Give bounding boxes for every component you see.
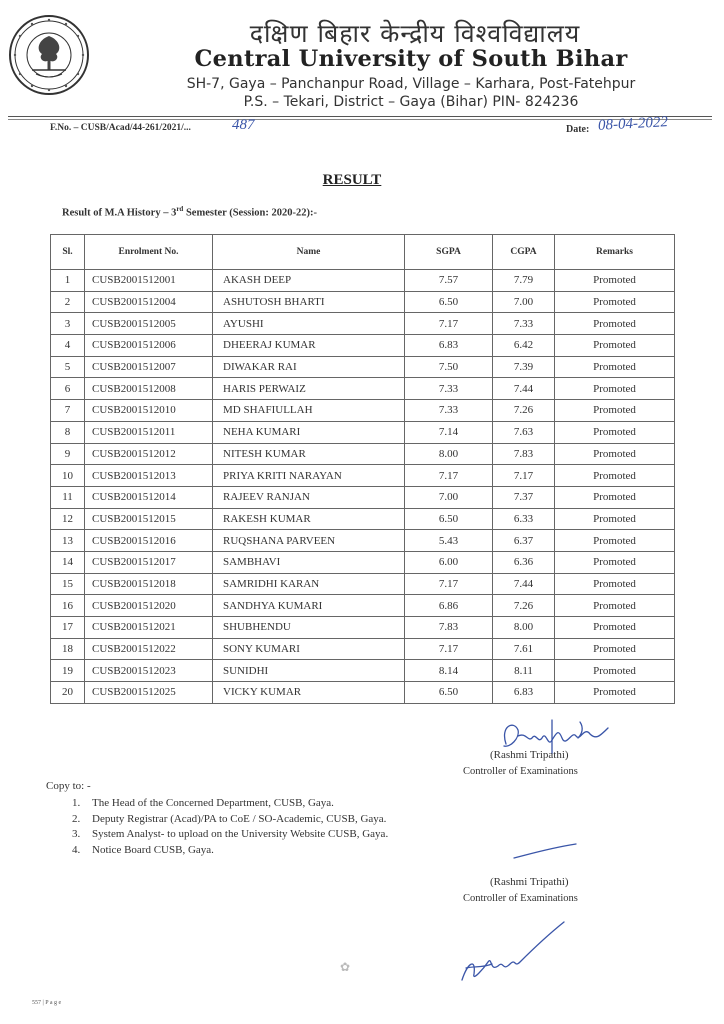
table-row (51, 486, 675, 508)
cell-name: SAMRIDHI KARAN (213, 573, 405, 595)
cell-enrolment: CUSB2001512015 (85, 508, 213, 530)
cell-enrolment: CUSB2001512011 (85, 421, 213, 443)
cell-enrolment: CUSB2001512022 (85, 638, 213, 660)
cell-remarks: Promoted (555, 573, 675, 595)
cell-sgpa: 6.50 (405, 291, 493, 313)
cell-remarks: Promoted (555, 421, 675, 443)
cell-sl: 18 (51, 638, 85, 660)
cell-remarks: Promoted (555, 443, 675, 465)
cell-remarks: Promoted (555, 465, 675, 487)
cell-remarks: Promoted (555, 551, 675, 573)
table-row (51, 660, 675, 682)
cell-sl: 15 (51, 573, 85, 595)
cell-enrolment: CUSB2001512007 (85, 356, 213, 378)
list-item (72, 827, 388, 843)
cell-sgpa: 7.33 (405, 400, 493, 422)
cell-sgpa: 7.17 (405, 313, 493, 335)
cell-name: SANDHYA KUMARI (213, 595, 405, 617)
address-line-1: SH-7, Gaya – Panchanpur Road, Village – Karhara, Post-Fatehpur (186, 76, 636, 92)
university-name: Central University of South Bihar (194, 46, 628, 72)
cell-sgpa: 6.50 (405, 508, 493, 530)
list-item (72, 796, 388, 812)
cell-sgpa: 7.17 (405, 573, 493, 595)
cell-sgpa: 6.50 (405, 682, 493, 704)
cell-cgpa: 7.00 (493, 291, 555, 313)
cell-sgpa: 7.17 (405, 638, 493, 660)
date-label: Date: (566, 124, 590, 135)
signatory-name: (Rashmi Tripathi) (490, 749, 569, 761)
table-row (51, 465, 675, 487)
cell-sl: 20 (51, 682, 85, 704)
table-row (51, 270, 675, 292)
cell-cgpa: 7.79 (493, 270, 555, 292)
column-header-sgpa: SGPA (405, 235, 493, 270)
cell-enrolment: CUSB2001512016 (85, 530, 213, 552)
column-header-enrolment: Enrolment No. (85, 235, 213, 270)
cell-cgpa: 6.36 (493, 551, 555, 573)
signature-stroke (510, 840, 580, 862)
cell-sl: 2 (51, 291, 85, 313)
cell-enrolment: CUSB2001512008 (85, 378, 213, 400)
cell-remarks: Promoted (555, 270, 675, 292)
university-name-hindi: दक्षिण बिहार केन्द्रीय विश्वविद्यालय (249, 19, 581, 48)
cell-remarks: Promoted (555, 313, 675, 335)
table-row (51, 356, 675, 378)
table-row (51, 617, 675, 639)
cell-enrolment: CUSB2001512020 (85, 595, 213, 617)
table-row (51, 421, 675, 443)
cell-sl: 1 (51, 270, 85, 292)
cell-sl: 12 (51, 508, 85, 530)
cell-remarks: Promoted (555, 378, 675, 400)
initials-scribble (458, 918, 568, 986)
cell-name: VICKY KUMAR (213, 682, 405, 704)
cell-cgpa: 7.39 (493, 356, 555, 378)
cell-remarks: Promoted (555, 356, 675, 378)
cell-enrolment: CUSB2001512021 (85, 617, 213, 639)
cell-remarks: Promoted (555, 595, 675, 617)
cell-enrolment: CUSB2001512025 (85, 682, 213, 704)
column-header-sl: Sl. (51, 235, 85, 270)
cell-sgpa: 6.00 (405, 551, 493, 573)
cell-enrolment: CUSB2001512006 (85, 335, 213, 357)
cell-name: MD SHAFIULLAH (213, 400, 405, 422)
cell-sl: 10 (51, 465, 85, 487)
cell-sgpa: 8.14 (405, 660, 493, 682)
cell-cgpa: 7.17 (493, 465, 555, 487)
cell-cgpa: 8.00 (493, 617, 555, 639)
list-item-text: System Analyst- to upload on the University Website CUSB, Gaya. (92, 828, 389, 840)
cell-cgpa: 6.33 (493, 508, 555, 530)
cell-sgpa: 7.57 (405, 270, 493, 292)
cell-name: SHUBHENDU (213, 617, 405, 639)
caption-suffix: Semester (Session: 2020-22):- (183, 207, 317, 219)
cell-name: PRIYA KRITI NARAYAN (213, 465, 405, 487)
cell-sl: 11 (51, 486, 85, 508)
caption-prefix: Result of M.A History – 3 (62, 207, 177, 219)
cell-cgpa: 7.63 (493, 421, 555, 443)
cell-sl: 13 (51, 530, 85, 552)
cell-sgpa: 8.00 (405, 443, 493, 465)
list-item-text: Deputy Registrar (Acad)/PA to CoE / SO-Academic, CUSB, Gaya. (92, 812, 387, 825)
cell-sl: 17 (51, 617, 85, 639)
university-seal-icon (8, 14, 90, 96)
cell-sl: 3 (51, 313, 85, 335)
list-item-text: The Head of the Concerned Department, CUSB, Gaya. (92, 797, 334, 809)
cell-remarks: Promoted (555, 638, 675, 660)
column-header-name: Name (213, 235, 405, 270)
cell-name: HARIS PERWAIZ (213, 378, 405, 400)
cell-enrolment: CUSB2001512010 (85, 400, 213, 422)
caption-superscript: rd (176, 205, 184, 213)
table-row (51, 530, 675, 552)
table-row (51, 335, 675, 357)
cell-remarks: Promoted (555, 660, 675, 682)
cell-cgpa: 6.42 (493, 335, 555, 357)
signatory-name-copy: (Rashmi Tripathi) (490, 876, 569, 888)
cell-enrolment: CUSB2001512023 (85, 660, 213, 682)
cell-sl: 6 (51, 378, 85, 400)
cell-name: AYUSHI (213, 313, 405, 335)
cell-sgpa: 7.50 (405, 356, 493, 378)
list-item-number: 3. (72, 828, 81, 840)
cell-sl: 4 (51, 335, 85, 357)
cell-remarks: Promoted (555, 486, 675, 508)
cell-remarks: Promoted (555, 617, 675, 639)
list-item-number: 1. (72, 797, 81, 809)
cell-name: RAJEEV RANJAN (213, 486, 405, 508)
results-table-body (51, 270, 675, 704)
column-header-remarks: Remarks (555, 235, 675, 270)
cell-sgpa: 7.17 (405, 465, 493, 487)
copy-to-list (72, 796, 388, 858)
cell-sl: 19 (51, 660, 85, 682)
cell-name: RAKESH KUMAR (213, 508, 405, 530)
table-row (51, 682, 675, 704)
cell-name: DHEERAJ KUMAR (213, 335, 405, 357)
table-row (51, 313, 675, 335)
page-footer: 557 | P a g e (32, 1000, 62, 1006)
cell-sgpa: 6.86 (405, 595, 493, 617)
results-table (50, 234, 675, 704)
cell-enrolment: CUSB2001512017 (85, 551, 213, 573)
table-row (51, 508, 675, 530)
cell-sgpa: 6.83 (405, 335, 493, 357)
table-row (51, 551, 675, 573)
table-row (51, 378, 675, 400)
table-row (51, 573, 675, 595)
list-item-text: Notice Board CUSB, Gaya. (92, 843, 214, 856)
cell-enrolment: CUSB2001512005 (85, 313, 213, 335)
table-header-row (51, 235, 675, 270)
cell-remarks: Promoted (555, 335, 675, 357)
cell-cgpa: 8.11 (493, 660, 555, 682)
cell-cgpa: 7.83 (493, 443, 555, 465)
cell-cgpa: 6.37 (493, 530, 555, 552)
cell-sgpa: 7.83 (405, 617, 493, 639)
cell-cgpa: 7.26 (493, 400, 555, 422)
cell-cgpa: 7.37 (493, 486, 555, 508)
cell-name: AKASH DEEP (213, 270, 405, 292)
cell-cgpa: 7.33 (493, 313, 555, 335)
cell-sl: 8 (51, 421, 85, 443)
result-caption (62, 205, 317, 219)
cell-remarks: Promoted (555, 682, 675, 704)
cell-remarks: Promoted (555, 291, 675, 313)
file-number: F.No. – CUSB/Acad/44-261/2021/... (50, 123, 191, 133)
signatory-title: Controller of Examinations (463, 766, 578, 777)
cell-enrolment: CUSB2001512014 (85, 486, 213, 508)
cell-sgpa: 7.14 (405, 421, 493, 443)
cell-remarks: Promoted (555, 508, 675, 530)
copy-to-label: Copy to: - (46, 780, 91, 792)
cell-enrolment: CUSB2001512013 (85, 465, 213, 487)
list-item-number: 2. (72, 812, 81, 825)
cell-remarks: Promoted (555, 530, 675, 552)
cell-name: SUNIDHI (213, 660, 405, 682)
cell-sl: 7 (51, 400, 85, 422)
cell-sl: 14 (51, 551, 85, 573)
table-row (51, 443, 675, 465)
list-item (72, 843, 388, 859)
cell-cgpa: 7.61 (493, 638, 555, 660)
cell-cgpa: 7.26 (493, 595, 555, 617)
cell-sl: 16 (51, 595, 85, 617)
cell-name: NEHA KUMARI (213, 421, 405, 443)
signatory-title-copy: Controller of Examinations (463, 893, 578, 904)
cell-sl: 5 (51, 356, 85, 378)
document-heading: RESULT (322, 172, 382, 188)
cell-sgpa: 5.43 (405, 530, 493, 552)
column-header-cgpa: CGPA (493, 235, 555, 270)
cell-name: ASHUTOSH BHARTI (213, 291, 405, 313)
cell-sl: 9 (51, 443, 85, 465)
cell-name: SONY KUMARI (213, 638, 405, 660)
cell-cgpa: 7.44 (493, 573, 555, 595)
cell-enrolment: CUSB2001512004 (85, 291, 213, 313)
cell-enrolment: CUSB2001512001 (85, 270, 213, 292)
cell-name: NITESH KUMAR (213, 443, 405, 465)
cell-sgpa: 7.00 (405, 486, 493, 508)
cell-name: RUQSHANA PARVEEN (213, 530, 405, 552)
address-line-2: P.S. – Tekari, District – Gaya (Bihar) PIN- 824236 (243, 94, 579, 110)
file-number-handwritten: 487 (232, 117, 255, 133)
table-row (51, 291, 675, 313)
cell-name: SAMBHAVI (213, 551, 405, 573)
cell-cgpa: 7.44 (493, 378, 555, 400)
faint-stamp-mark: ✿ (340, 960, 351, 974)
cell-enrolment: CUSB2001512012 (85, 443, 213, 465)
date-handwritten: 08-04-2022 (597, 114, 669, 134)
cell-cgpa: 6.83 (493, 682, 555, 704)
table-row (51, 400, 675, 422)
cell-remarks: Promoted (555, 400, 675, 422)
cell-name: DIWAKAR RAI (213, 356, 405, 378)
table-row (51, 595, 675, 617)
cell-sgpa: 7.33 (405, 378, 493, 400)
cell-enrolment: CUSB2001512018 (85, 573, 213, 595)
table-row (51, 638, 675, 660)
list-item (72, 812, 388, 828)
list-item-number: 4. (72, 843, 81, 856)
